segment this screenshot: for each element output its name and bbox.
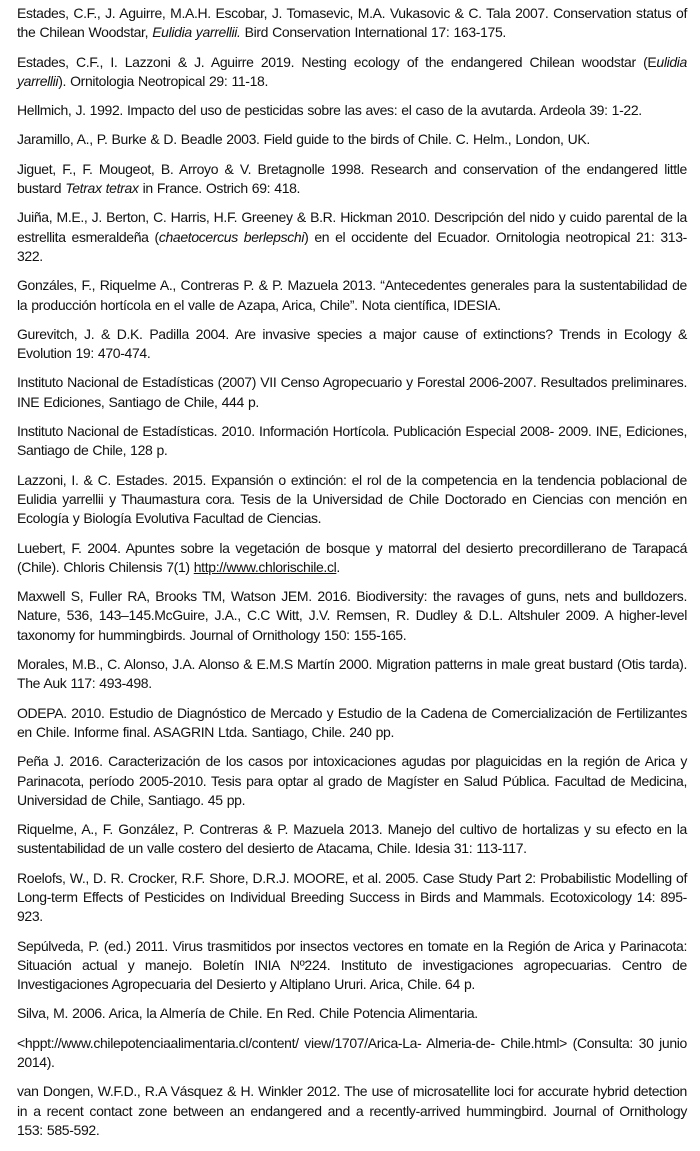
reference-text: Peña J. 2016. Caracterización de los casos por intoxicaciones agudas por plaguicidas en la región de Arica y Parinacota, período 2005-2010. Tesis para optar al grado de Magíster en Salud Pública. Facultad de Medicina, Universidad de Chile, Santiago. 45 pp. <box>17 753 687 808</box>
reference-entry <box>17 752 687 810</box>
reference-text: Luebert, F. 2004. Apuntes sobre la vegetación de bosque y matorral del desierto precordillerano de Tarapacá (Chile). Chloris Chilensis 7(1) <box>17 539 687 575</box>
reference-text: Estades, C.F., I. Lazzoni & J. Aguirre 2019. Nesting ecology of the endangered Chilean woodstar (E <box>17 53 657 70</box>
reference-entry <box>17 1082 687 1140</box>
reference-text: Jaramillo, A., P. Burke & D. Beadle 2003. Field guide to the birds of Chile. C. Helm., London, UK. <box>17 131 590 148</box>
reference-text: Roelofs, W., D. R. Crocker, R.F. Shore, D.R.J. MOORE, et al. 2005. Case Study Part 2: Probabilistic Modelling of Long-term Effects of Pesticides on Individual Breeding Success in Birds and Mammals. Ecotoxicology 14: 895-923. <box>17 869 687 925</box>
reference-text: Maxwell S, Fuller RA, Brooks TM, Watson JEM. 2016. Biodiversity: the ravages of guns, nets and bulldozers. Nature, 536, 143–145.McGuire, J.A., C.C Witt, J.V. Remsen, R. Dudley & D.L. Altshuler 2009. A higher-level taxonomy for hummingbirds. Journal of Ornithology 150: 155-165. <box>17 588 687 643</box>
reference-entry <box>17 4 687 43</box>
reference-text: . <box>336 558 340 575</box>
reference-text: ). Ornitologia Neotropical 29: 11-18. <box>58 72 268 89</box>
reference-entry <box>17 704 687 743</box>
reference-text: Estades, C.F., J. Aguirre, M.A.H. Escobar, J. Tomasevic, M.A. Vukasovic & C. Tala 2007. Conservation status of the Chilean Woodstar, <box>17 5 687 41</box>
reference-entry <box>17 160 687 199</box>
reference-text: Bird Conservation International 17: 163-175. <box>240 24 506 41</box>
reference-text: <hppt://www.chilepotenciaalimentaria.cl/content/ view/1707/Arica-La- Almeria-de- Chile.html> (Consulta: 30 junio 2014). <box>17 1034 687 1071</box>
reference-text: Gonzáles, F., Riquelme A., Contreras P. & P. Mazuela 2013. “Antecedentes generales para la sustentabilidad de la producción hortícola en el valle de Azapa, Arica, Chile”. Nota científica, IDESIA. <box>17 277 687 313</box>
reference-entry <box>17 937 687 995</box>
reference-text: Morales, M.B., C. Alonso, J.A. Alonso & E.M.S Martín 2000. Migration patterns in male great bustard (Otis tarda). The Auk 117: 493-498. <box>17 656 687 692</box>
reference-text: Instituto Nacional de Estadísticas. 2010. Información Hortícola. Publicación Especial 2008- 2009. INE, Ediciones, Santiago de Chile, 128 p. <box>17 423 687 459</box>
reference-entry <box>17 101 687 120</box>
reference-entry <box>17 1004 687 1023</box>
reference-text: Gurevitch, J. & D.K. Padilla 2004. Are invasive species a major cause of extinctions? Trends in Ecology & Evolution 19: 470-474. <box>17 325 687 362</box>
species-name-italic: ulidia yarrellii <box>17 53 687 89</box>
reference-text: Riquelme, A., F. González, P. Contreras & P. Mazuela 2013. Manejo del cultivo de hortalizas y su efecto en la sustentabilidad de un valle costero del desierto de Atacama, Chile. Idesia 31: 113-117. <box>17 821 687 857</box>
reference-entry <box>17 325 687 364</box>
reference-entry <box>17 471 687 529</box>
reference-text: Instituto Nacional de Estadísticas (2007) VII Censo Agropecuario y Forestal 2006-2007. Resultados preliminares. INE Ediciones, Santiago de Chile, 444 p. <box>17 374 687 410</box>
reference-text: Juiña, M.E., J. Berton, C. Harris, H.F. Greeney & B.R. Hickman 2010. Descripción del nido y cuido parental de la estrellita esmeraldeña ( <box>17 209 687 245</box>
reference-entry <box>17 422 687 461</box>
species-name-italic: Tetrax tetrax <box>65 180 139 197</box>
reference-entry <box>17 130 687 149</box>
species-name-italic: Eulidia yarrellii. <box>152 24 241 41</box>
reference-entry <box>17 869 687 927</box>
reference-entry <box>17 276 687 315</box>
reference-entry <box>17 373 687 412</box>
reference-entry <box>17 655 687 694</box>
reference-text: van Dongen, W.F.D., R.A Vásquez & H. Winkler 2012. The use of microsatellite loci for accurate hybrid detection in a recent contact zone between an endangered and a recently-arrived hummingbird. Journal of Ornithology 153: 585-592. <box>17 1083 687 1138</box>
reference-text: in France. Ostrich 69: 418. <box>138 180 301 197</box>
reference-entry <box>17 820 687 859</box>
reference-text: Sepúlveda, P. (ed.) 2011. Virus trasmitidos por insectos vectores en tomate en la Región de Arica y Parinacota: Situación actual y manejo. Boletín INIA Nº224. Instituto de investigaciones agropecuarias. Centro de Investigaciones Agropecuaria del Desierto y Altiplano Ururi. Arica, Chile. 64 p. <box>17 937 687 993</box>
reference-entry <box>17 539 687 578</box>
reference-link[interactable]: http://www.chlorischile.cl <box>193 558 337 575</box>
reference-text: ) en el occidente del Ecuador. Ornitologia neotropical 21: 313-322. <box>17 228 687 264</box>
species-name-italic: chaetocercus berlepschi <box>158 228 305 245</box>
reference-text: Silva, M. 2006. Arica, la Almería de Chile. En Red. Chile Potencia Alimentaria. <box>17 1005 478 1022</box>
reference-text: Hellmich, J. 1992. Impacto del uso de pesticidas sobre las aves: el caso de la avutarda. Ardeola 39: 1-22. <box>17 102 642 119</box>
reference-entry <box>17 53 687 92</box>
reference-text: ODEPA. 2010. Estudio de Diagnóstico de Mercado y Estudio de la Cadena de Comercialización de Fertilizantes en Chile. Informe final. ASAGRIN Ltda. Santiago, Chile. 240 pp. <box>17 704 687 740</box>
reference-text: Lazzoni, I. & C. Estades. 2015. Expansión o extinción: el rol de la competencia en la tendencia poblacional de Eulidia yarrellii y Thaumastura cora. Tesis de la Universidad de Chile Doctorado en Ciencias con mención en Ecología y Biología Evolutiva Facultad de Ciencias. <box>17 471 687 527</box>
reference-entry <box>17 1034 687 1073</box>
reference-text: Jiguet, F., F. Mougeot, B. Arroyo & V. Bretagnolle 1998. Research and conservation of the endangered little bustard <box>17 160 687 197</box>
reference-entry <box>17 208 687 266</box>
reference-entry <box>17 587 687 645</box>
